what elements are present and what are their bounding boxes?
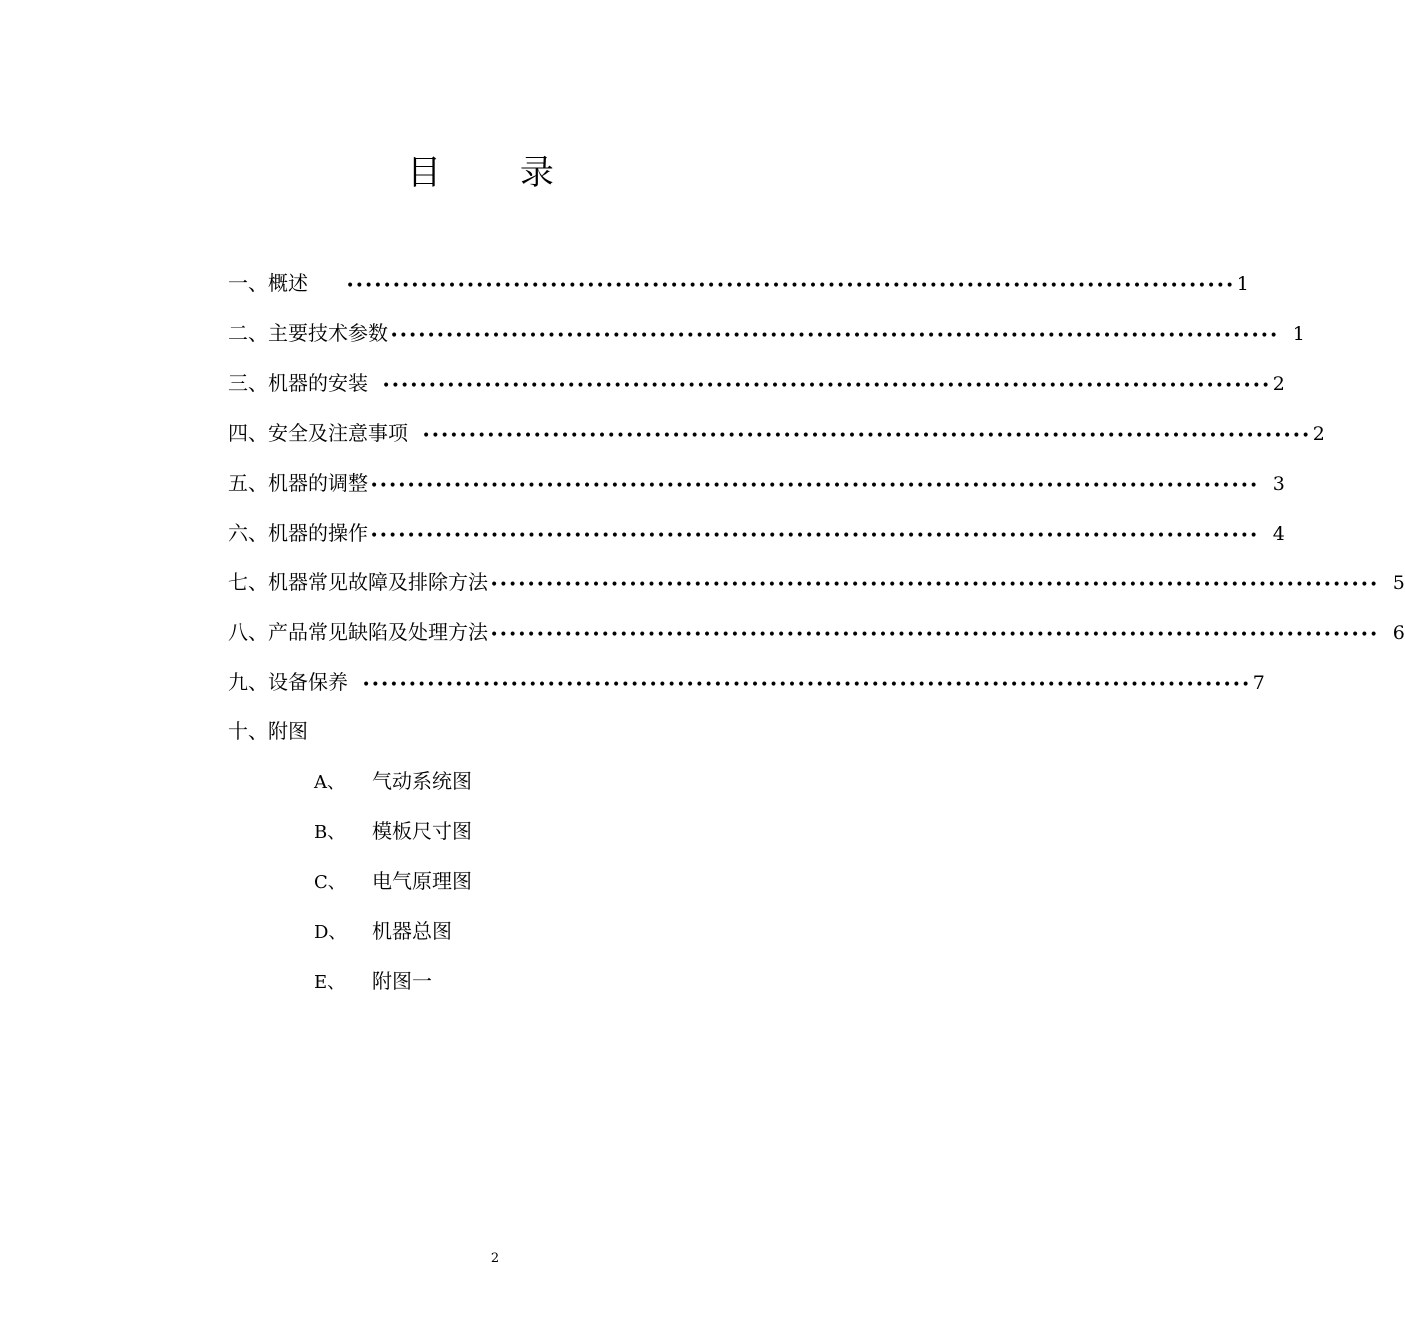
toc-entry-label: 四、安全及注意事项 — [228, 421, 408, 445]
dot-leader: •••••••••••••••••••••••••••••••••••••••••••••••••••••••••••••••••••••••••••••••••••••••••••••••• — [382, 378, 1271, 394]
toc-entry-label: 六、机器的操作 — [228, 521, 368, 545]
toc-entry-maintenance — [228, 667, 1265, 697]
toc-entry-page: 2 — [1312, 423, 1325, 445]
toc-entry-label: 七、机器常见故障及排除方法 — [228, 570, 488, 594]
toc-entry-product-defects — [228, 617, 1405, 647]
dot-leader: •••••••••••••••••••••••••••••••••••••••••••••••••••••••••••••••••••••••••••••••••••••••••••••••• — [490, 627, 1379, 643]
appendix-figure-item — [314, 766, 472, 796]
dot-leader: •••••••••••••••••••••••••••••••••••••••••••••••••••••••••••••••••••••••••••••••••••••••••••••••• — [370, 528, 1259, 544]
appendix-figure-item — [314, 966, 432, 996]
appendix-figure-item — [314, 866, 472, 896]
dot-leader: •••••••••••••••••••••••••••••••••••••••••••••••••••••••••••••••••••••••••••••••••••••••••••••••• — [390, 328, 1279, 344]
toc-entry-page: 7 — [1252, 672, 1265, 694]
toc-entry-label: 二、主要技术参数 — [228, 321, 388, 345]
toc-entry-page: 5 — [1392, 572, 1405, 594]
toc-entry-overview — [228, 268, 1249, 298]
figure-name: 气动系统图 — [372, 769, 472, 793]
toc-entry-operation — [228, 518, 1285, 548]
toc-entry-page: 4 — [1272, 523, 1285, 545]
toc-entry-adjustment — [228, 468, 1285, 498]
figure-name: 电气原理图 — [372, 869, 472, 893]
page-title: 目 录 — [407, 153, 588, 193]
figure-letter: B、 — [314, 822, 346, 843]
toc-entry-page: 1 — [1236, 273, 1249, 295]
toc-entry-label: 五、机器的调整 — [228, 471, 368, 495]
appendix-heading: 十、附图 — [228, 719, 308, 743]
toc-entry-troubleshooting — [228, 567, 1405, 597]
figure-letter: D、 — [314, 922, 347, 943]
toc-entry-page: 3 — [1272, 473, 1285, 495]
page-number: 2 — [490, 1251, 500, 1266]
toc-entry-page: 2 — [1272, 373, 1285, 395]
toc-entry-specs — [228, 318, 1305, 348]
toc-entry-installation — [228, 368, 1285, 398]
dot-leader: •••••••••••••••••••••••••••••••••••••••••••••••••••••••••••••••••••••••••••••••••••••••••••••••• — [362, 677, 1251, 693]
figure-name: 模板尺寸图 — [372, 819, 472, 843]
appendix-figure-item — [314, 916, 452, 946]
figure-letter: E、 — [314, 972, 346, 993]
dot-leader: •••••••••••••••••••••••••••••••••••••••••••••••••••••••••••••••••••••••••••••••••••••••••••••••• — [346, 278, 1235, 294]
toc-entry-label: 八、产品常见缺陷及处理方法 — [228, 620, 488, 644]
toc-entry-safety — [228, 418, 1325, 448]
toc-entry-label: 三、机器的安装 — [228, 371, 368, 395]
toc-entry-label: 九、设备保养 — [228, 670, 348, 694]
toc-entry-page: 1 — [1292, 323, 1305, 345]
dot-leader: •••••••••••••••••••••••••••••••••••••••••••••••••••••••••••••••••••••••••••••••••••••••••••••••• — [490, 577, 1379, 593]
toc-entry-label: 一、概述 — [228, 271, 308, 295]
dot-leader: •••••••••••••••••••••••••••••••••••••••••••••••••••••••••••••••••••••••••••••••••••••••••••••••• — [370, 478, 1259, 494]
figure-name: 附图一 — [372, 969, 432, 993]
toc-entry-page: 6 — [1392, 622, 1405, 644]
dot-leader: •••••••••••••••••••••••••••••••••••••••••••••••••••••••••••••••••••••••••••••••••••••••••••••••• — [422, 428, 1311, 444]
figure-letter: A、 — [314, 772, 345, 793]
appendix-figure-item — [314, 816, 472, 846]
figure-name: 机器总图 — [372, 919, 452, 943]
figure-letter: C、 — [314, 872, 346, 893]
